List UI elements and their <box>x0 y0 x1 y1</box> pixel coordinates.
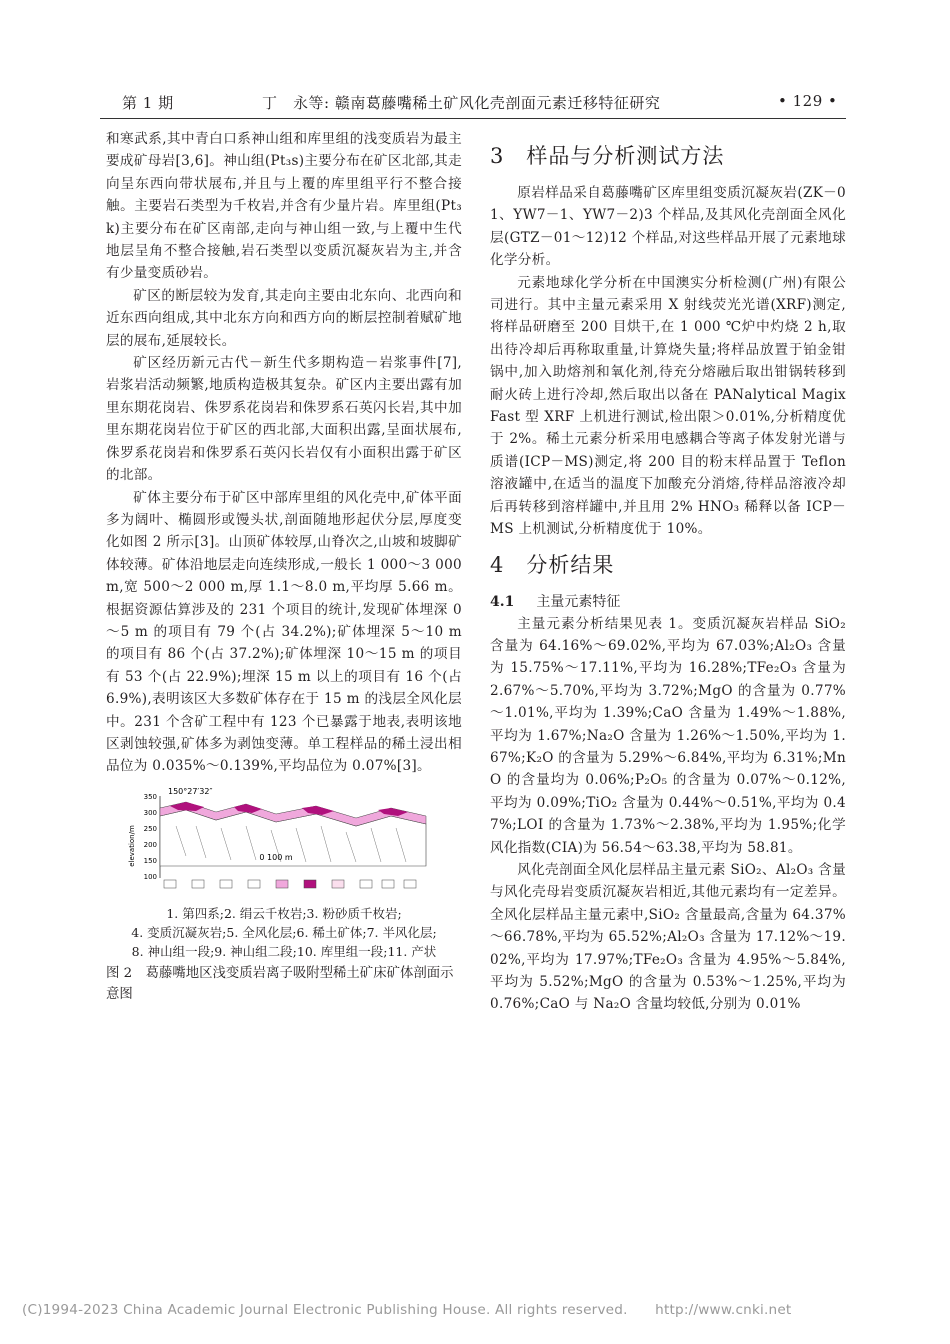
left-paragraph-3: 矿区经历新元古代－新生代多期构造－岩浆事件[7],岩浆岩活动频繁,地质构造极其复杂。矿区内主要出露有加里东期花岗岩、侏罗系花岗岩和侏罗系石英闪长岩,其中加里东期花岗岩位于矿区的西北部,大面积出露,呈面状展布,侏罗系花岗岩和侏罗系石英闪长岩仅有小面积出露于矿区的北部。 <box>106 355 462 484</box>
left-paragraph-2: 矿区的断层较为发育,其走向主要由北东向、北西向和近东西向组成,其中北东方向和西方向的断层控制着赋矿地层的展布,延展较长。 <box>106 287 462 349</box>
left-column <box>106 128 462 1005</box>
copyright-footer: (C)1994-2023 China Academic Journal Electronic Publishing House. All rights reserved. http://www.cnki.net <box>22 1302 792 1318</box>
y-tick-label: 100 <box>143 872 157 881</box>
legend-line: 4. 变质沉凝灰岩;5. 全风化层;6. 稀土矿体;7. 半风化层; <box>131 924 437 940</box>
section-4-heading: 4 分析结果 <box>490 552 615 577</box>
section-4-1-heading <box>490 591 846 613</box>
figure-2-profile <box>126 786 446 896</box>
right-column <box>490 128 846 1016</box>
legend-line: 8. 神山组一段;9. 神山组二段;10. 库里组一段;11. 产状 <box>131 943 437 959</box>
figure-legend <box>106 904 462 961</box>
section-3-heading: 3 样品与分析测试方法 <box>490 144 725 168</box>
header-page: • 129 • <box>778 92 838 110</box>
figure-caption-text: 葛藤嘴地区浅变质岩离子吸附型稀土矿床矿体剖面示意图 <box>106 965 454 1002</box>
header-title: 丁 永等: 赣南葛藤嘴稀土矿风化壳剖面元素迁移特征研究 <box>262 94 661 112</box>
section-4-1-title: 主量元素特征 <box>536 593 621 610</box>
section-4-1-number: 4.1 <box>490 593 515 610</box>
right-paragraph-4: 风化壳剖面全风化层样品主量元素 SiO₂、Al₂O₃ 含量与风化壳母岩变质沉凝灰岩相近,其他元素均有一定差异。全风化层样品主量元素中,SiO₂ 含量最高,含量为 64.37%～66.78%,平均为 65.52%;Al₂O₃ 含量为 17.12%～19.02%,平均为 17.97%;TFe₂O₃ 含量为 4.95%～5.84%,平均为 5.52%;MgO 的含量为 0.53%～1.25%,平均为 0.76%;CaO 与 Na₂O 含量均较低,分别为 0.01% <box>490 861 846 1013</box>
y-tick-label: 350 <box>143 792 157 801</box>
profile-diagram <box>126 786 446 896</box>
right-paragraph-2: 元素地球化学分析在中国澳实分析检测(广州)有限公司进行。其中主量元素采用 X 射线荧光光谱(XRF)测定,将样品研磨至 200 目烘干,在 1 000 ℃炉中灼烧 2 h,取出待冷却后再称取重量,计算烧失量;将样品放置于铂金钳锅中,加入助熔剂和氧化剂,待充分熔融后取出钳锅转移到耐火砖上进行冷却,然后取出以备在 PANalytical Magix Fast 型 XRF 上机进行测试,检出限＞0.01%,分析精度优于 2%。稀土元素分析采用电感耦合等离子体发射光谱与质谱(ICP－MS)测定,将 200 目的粉末样品置于 Teflon 溶液罐中,在适当的温度下加酸充分消熔,待样品溶液冷却后再转移到溶样罐中,并且用 2% HNO₃ 稀释以备 ICP－MS 上机测试,分析精度优于 10%。 <box>490 274 846 538</box>
y-axis-label: elevation/m <box>128 824 136 867</box>
header-issue: 第 1 期 <box>122 94 174 112</box>
y-tick-label: 250 <box>143 824 157 833</box>
right-paragraph-3: 主量元素分析结果见表 1。变质沉凝灰岩样品 SiO₂ 含量为 64.16%～69.02%,平均为 67.03%;Al₂O₃ 含量为 15.75%～17.11%,平均为 16.28%;TFe₂O₃ 含量为 2.67%～5.70%,平均为 3.72%;MgO 的含量为 0.77%～1.01%,平均为 1.39%;CaO 含量为 1.49%～1.88%,平均为 1.67%;Na₂O 含量为 1.26%～1.50%,平均为 1.67%;K₂O 的含量为 5.29%～6.84%,平均为 6.31%;MnO 的含量均为 0.06%;P₂O₅ 的含量为 0.07%～0.12%,平均为 0.09%;TiO₂ 含量为 0.44%～0.51%,平均为 0.47%;LOI 的含量为 1.73%～2.38%,平均为 1.95%;化学风化指数(CIA)为 56.54～63.38,平均为 58.81。 <box>490 615 846 856</box>
left-paragraph-1: 和寒武系,其中青白口系神山组和库里组的浅变质岩为最主要成矿母岩[3,6]。神山组(Pt₃s)主要分布在矿区北部,其走向呈东西向带状展布,并且与上覆的库里组平行不整合接触。主要岩石类型为千枚岩,并含有少量片岩。库里组(Pt₃k)主要分布在矿区南部,走向与神山组一致,与上覆中生代地层呈角不整合接触,岩石类型以变质沉凝灰岩为主,并含有少量变质砂岩。 <box>106 131 462 282</box>
figure-caption <box>106 963 462 1005</box>
y-tick-label: 200 <box>143 840 157 849</box>
y-tick-label: 150 <box>143 856 157 865</box>
scale-bar-label: 0 100 m <box>259 852 293 862</box>
legend-line: 1. 第四系;2. 绢云千枚岩;3. 粉砂质千枚岩; <box>166 905 402 921</box>
right-paragraph-1: 原岩样品采自葛藤嘴矿区库里组变质沉凝灰岩(ZK－01、YW7－1、YW7－2)3 个样品,及其风化壳剖面全风化层(GTZ－01～12)12 个样品,对这些样品开展了元素地球化学分析。 <box>490 185 846 269</box>
figure-caption-label: 图 2 <box>106 965 133 981</box>
header-rule <box>100 118 846 119</box>
coordinate-label: 150°27′32″ <box>168 786 213 796</box>
left-paragraph-4: 矿体主要分布于矿区中部库里组的风化壳中,矿体平面多为阔叶、椭圆形或馒头状,剖面随地形起伏分层,厚度变化如图 2 所示[3]。山顶矿体较厚,山脊次之,山坡和坡脚矿体较薄。矿体沿地层走向连续形成,一般长 1 000～3 000 m,宽 500～2 000 m,厚 1.1～8.0 m,平均厚 5.66 m。根据资源估算涉及的 231 个项目的统计,发现矿体埋深 0～5 m 的项目有 79 个(占 34.2%);矿体埋深 5～10 m 的项目有 86 个(占 37.2%);矿体埋深 10～15 m 的项目有 53 个(占 22.9%);埋深 15 m 以上的项目有 16 个(占 6.9%),表明该区大多数矿体存在于 15 m 的浅层全风化层中。231 个含矿工程中有 123 个已暴露于地表,表明该地区剥蚀较强,矿体多为剥蚀变薄。单工程样品的稀土浸出相品位为 0.035%～0.139%,平均品位为 0.07%[3]。 <box>106 489 462 775</box>
y-tick-label: 300 <box>143 808 157 817</box>
legend-swatches <box>164 880 416 888</box>
